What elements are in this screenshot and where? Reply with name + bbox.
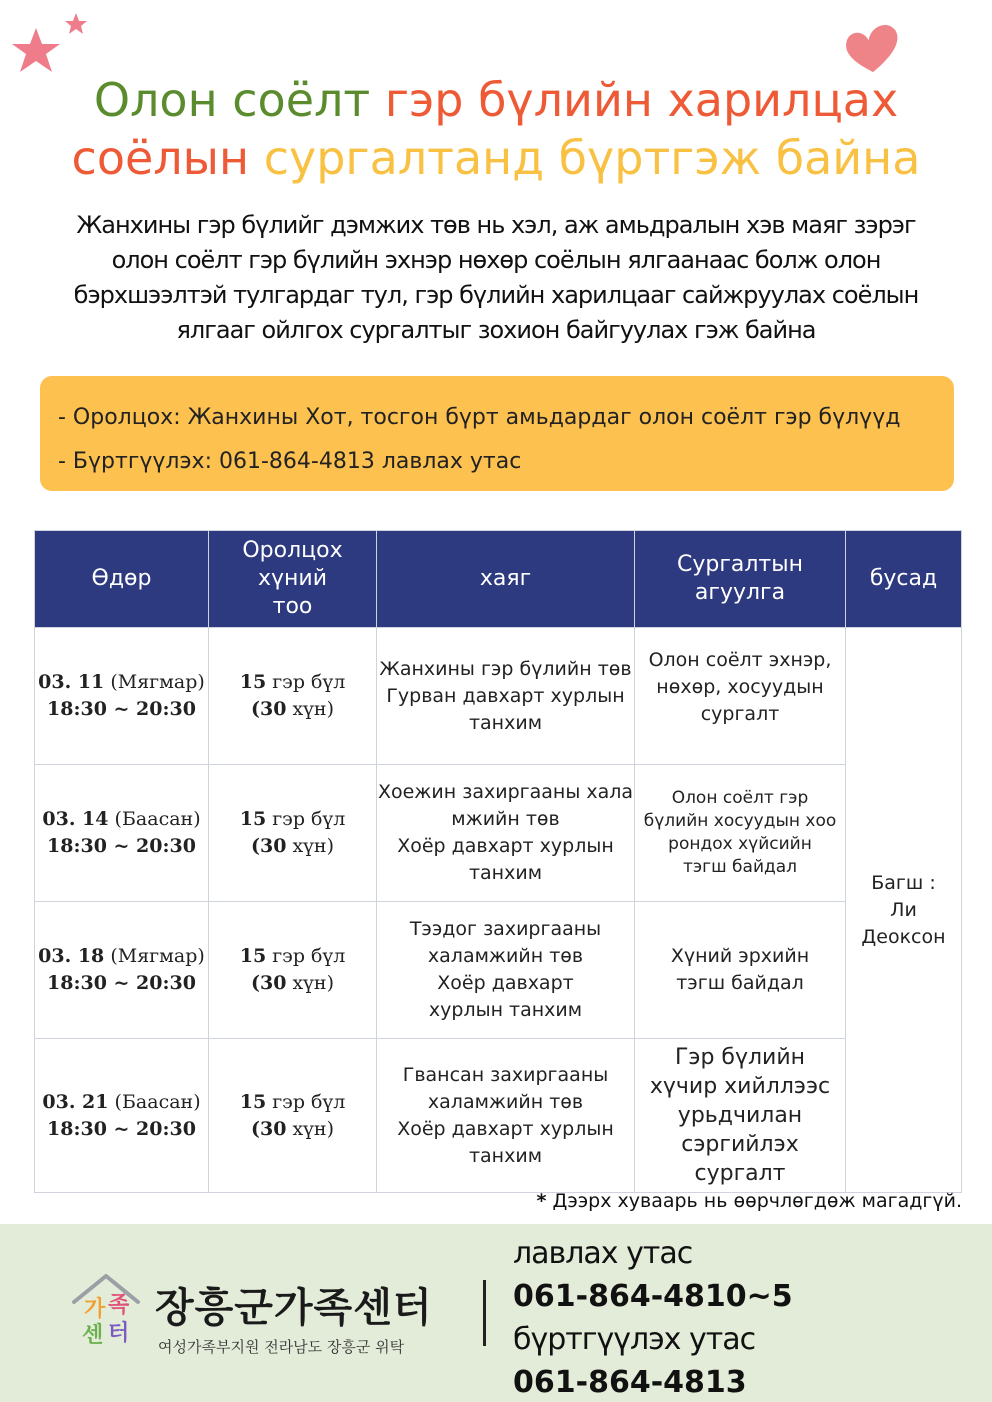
address-cell: Хоежин захиргааны хала мжийн төв Хоёр давхарт хурлын танхим — [377, 765, 635, 902]
svg-text:가: 가 — [84, 1297, 106, 1322]
header-address: хаяг — [377, 531, 635, 628]
content-cell: Олон соёлт эхнэр, нөхөр, хосуудын сургалт — [635, 628, 846, 765]
content-cell: Олон соёлт гэр бүлийн хосуудын хоо рондох хүйсийн тэгш байдал — [635, 765, 846, 902]
registration-info: - Бүртгүүлэх: 061-864-4813 лавлах утас — [58, 449, 522, 474]
contact-number: 061-864-4810~5 — [513, 1279, 793, 1314]
small-pink-star-icon — [64, 12, 88, 36]
info-box — [40, 376, 954, 491]
header-other: бусад — [846, 531, 962, 628]
table-row — [35, 765, 962, 902]
heart-icon — [840, 20, 904, 80]
header-count: Оролцох хүний тоо — [209, 531, 377, 628]
schedule-table — [34, 530, 962, 1193]
title-orange-part-2: соёлын — [71, 131, 250, 185]
table-header-row — [35, 531, 962, 628]
family-center-sponsors: 여성가족부지원 전라남도 장흥군 위탁 — [158, 1338, 405, 1356]
header-content: Сургалтын агуулга — [635, 531, 846, 628]
header-date: Өдөр — [35, 531, 209, 628]
date-cell: 03. 14 (Баасан) 18:30 ~ 20:30 — [35, 765, 209, 902]
intro-line: бэрхшээлтэй тулгардаг тул, гэр бүлийн харилцааг сайжруулах соёлын — [73, 281, 919, 309]
svg-text:센: 센 — [82, 1323, 104, 1348]
schedule-change-note: * Дээрх хуваарь нь өөрчлөгдөж магадгүй. — [536, 1190, 962, 1212]
svg-text:족: 족 — [108, 1293, 130, 1318]
title-green-part: Олон соёлт — [93, 73, 371, 127]
address-cell: Гвансан захиргааны халамжийн төв Хоёр давхарт хурлын танхим — [377, 1039, 635, 1193]
date-cell: 03. 18 (Мягмар) 18:30 ~ 20:30 — [35, 902, 209, 1039]
count-cell: 15 гэр бүл (30 хүн) — [209, 628, 377, 765]
title-yellow-part: сургалтанд бүртгэж байна — [263, 131, 921, 185]
table-row — [35, 902, 962, 1039]
address-cell: Жанхины гэр бүлийн төв Гурван давхарт хурлын танхим — [377, 628, 635, 765]
date-cell: 03. 11 (Мягмар) 18:30 ~ 20:30 — [35, 628, 209, 765]
register-label: бүртгүүлэх утас — [513, 1322, 756, 1357]
title-orange-part: гэр бүлийн харилцах — [384, 73, 899, 127]
family-center-logo-icon — [70, 1272, 150, 1352]
contact-label: лавлах утас — [513, 1236, 693, 1271]
instructor-cell: Багш : Ли Деоксон — [846, 628, 962, 1193]
register-number: 061-864-4813 — [513, 1365, 747, 1400]
participants-info: - Оролцох: Жанхины Хот, тосгон бүрт амьдардаг олон соёлт гэр бүлүүд — [58, 405, 901, 430]
table-row — [35, 628, 962, 765]
count-cell: 15 гэр бүл (30 хүн) — [209, 1039, 377, 1193]
content-cell: Хүний эрхийн тэгш байдал — [635, 902, 846, 1039]
address-cell: Тээдог захиргааны халамжийн төв Хоёр давхарт хурлын танхим — [377, 902, 635, 1039]
date-cell: 03. 21 (Баасан) 18:30 ~ 20:30 — [35, 1039, 209, 1193]
svg-text:터: 터 — [108, 1321, 130, 1346]
content-cell: Гэр бүлийн хүчир хийллээс урьдчилан сэргийлэх сургалт — [635, 1039, 846, 1193]
count-cell: 15 гэр бүл (30 хүн) — [209, 765, 377, 902]
intro-line: Жанхины гэр бүлийг дэмжих төв нь хэл, аж амьдралын хэв маяг зэрэг — [76, 211, 916, 239]
intro-paragraph — [40, 208, 952, 348]
page-title-line2 — [0, 130, 992, 186]
intro-line: ялгааг ойлгох сургалтыг зохион байгуулах гэж байна — [176, 316, 816, 344]
family-center-name: 장흥군가족센터 — [155, 1285, 433, 1331]
contact-info — [513, 1232, 793, 1402]
footer-divider — [483, 1280, 486, 1346]
page-title-line1 — [0, 72, 992, 128]
footer — [0, 1224, 992, 1402]
intro-line: олон соёлт гэр бүлийн эхнэр нөхөр соёлын ялгаанаас болж олон — [111, 246, 881, 274]
pink-star-icon — [12, 26, 64, 76]
count-cell: 15 гэр бүл (30 хүн) — [209, 902, 377, 1039]
table-row — [35, 1039, 962, 1193]
